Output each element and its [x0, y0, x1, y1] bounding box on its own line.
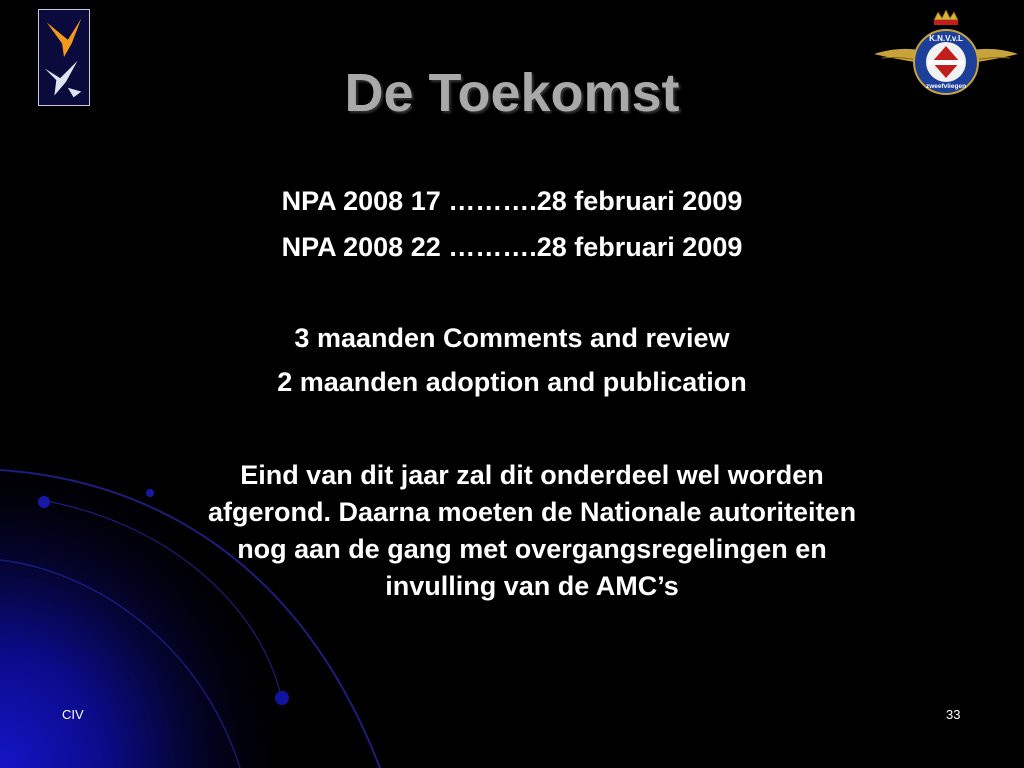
paragraph-line: nog aan de gang met overgangsregelingen en — [237, 534, 827, 564]
comments-line: 3 maanden Comments and review — [294, 323, 730, 353]
paragraph-line: afgerond. Daarna moeten de Nationale autoriteiten — [207, 497, 857, 527]
conclusion-paragraph — [112, 457, 952, 605]
emblem-subtext: zweefvliegen — [925, 83, 967, 90]
page-number: 33 — [946, 707, 961, 722]
paragraph-line: invulling van de AMC’s — [385, 571, 679, 601]
slide-title: De Toekomst — [344, 63, 680, 123]
adoption-line: 2 maanden adoption and publication — [277, 367, 747, 397]
npa-line-2: NPA 2008 22 ……….28 februari 2009 — [281, 232, 743, 262]
paragraph-line: Eind van dit jaar zal dit onderdeel wel worden — [240, 460, 824, 490]
emblem-text: K.N.V.v.L — [929, 34, 963, 43]
footer-label: CIV — [62, 707, 84, 722]
npa-line-1: NPA 2008 17 ……….28 februari 2009 — [281, 186, 743, 216]
